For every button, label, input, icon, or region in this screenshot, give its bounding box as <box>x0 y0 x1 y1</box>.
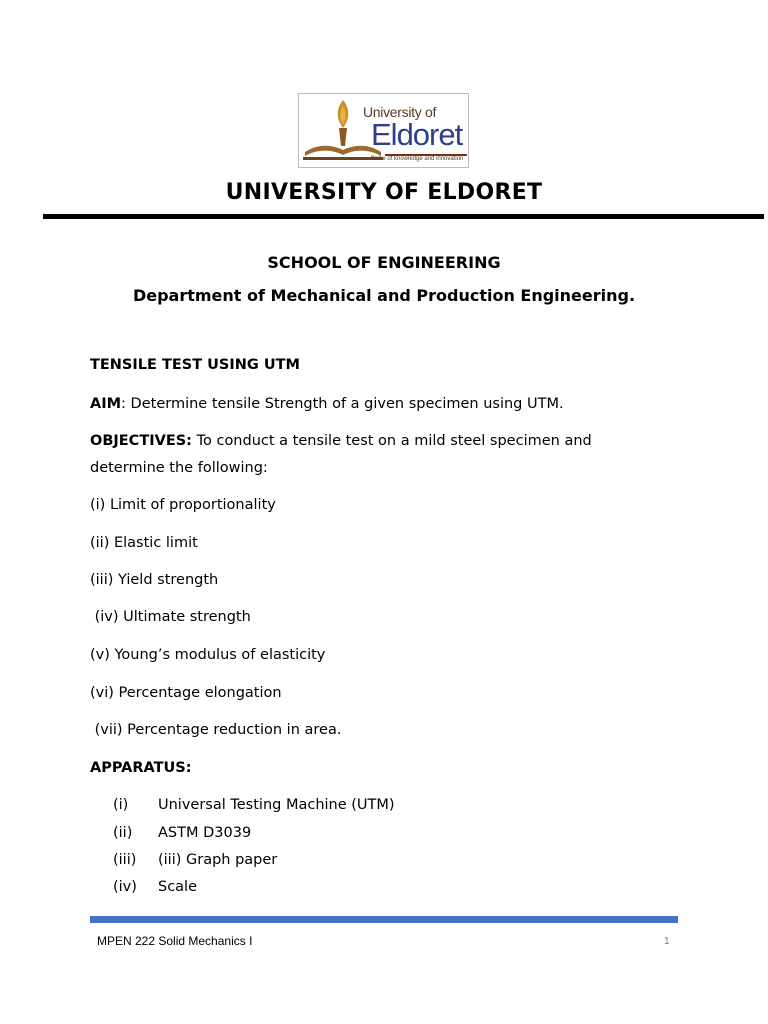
logo-tagline: flame of knowledge and innovation <box>371 156 464 162</box>
footer-divider <box>90 916 678 923</box>
objective-item: (vii) Percentage reduction in area. <box>90 722 342 738</box>
apparatus-item-number: (iv) <box>113 879 137 895</box>
objective-item: (i) Limit of proportionality <box>90 497 276 513</box>
aim-paragraph <box>90 394 564 414</box>
apparatus-item <box>113 823 251 843</box>
logo-text-line2: Eldoret <box>371 117 463 152</box>
footer-course-name: MPEN 222 Solid Mechanics I <box>97 934 253 948</box>
university-title: UNIVERSITY OF ELDORET <box>225 180 543 205</box>
objectives-paragraph <box>90 431 592 451</box>
apparatus-item-number: (ii) <box>113 825 133 841</box>
title-underline-divider <box>43 214 764 219</box>
school-heading: SCHOOL OF ENGINEERING <box>267 253 501 272</box>
test-title: TENSILE TEST USING UTM <box>90 357 300 373</box>
objectives-text-continued: determine the following: <box>90 460 268 476</box>
footer-page-number: 1 <box>664 936 670 947</box>
university-logo <box>298 93 469 168</box>
apparatus-item-text: ASTM D3039 <box>158 825 252 841</box>
apparatus-item <box>113 795 395 815</box>
apparatus-item-number: (iii) <box>113 852 137 868</box>
apparatus-item-number: (i) <box>113 797 129 813</box>
apparatus-item <box>113 877 197 897</box>
objective-item: (vi) Percentage elongation <box>90 685 282 701</box>
apparatus-item <box>113 850 277 870</box>
objective-item: (iii) Yield strength <box>90 572 219 588</box>
objectives-label: OBJECTIVES: <box>90 433 192 449</box>
apparatus-heading: APPARATUS: <box>90 760 192 776</box>
logo-text-line1: University of <box>363 104 437 120</box>
apparatus-item-text: Scale <box>158 879 198 895</box>
aim-text: : Determine tensile Strength of a given specimen using UTM. <box>121 396 564 412</box>
objective-item: (v) Young’s modulus of elasticity <box>90 647 326 663</box>
objective-item: (ii) Elastic limit <box>90 535 198 551</box>
apparatus-item-text: Universal Testing Machine (UTM) <box>158 797 395 813</box>
objective-item: (iv) Ultimate strength <box>90 609 251 625</box>
department-heading: Department of Mechanical and Production Engineering. <box>132 286 636 305</box>
apparatus-item-text: (iii) Graph paper <box>158 852 278 868</box>
aim-label: AIM <box>90 396 122 412</box>
objectives-text: To conduct a tensile test on a mild steel specimen and <box>191 433 592 449</box>
